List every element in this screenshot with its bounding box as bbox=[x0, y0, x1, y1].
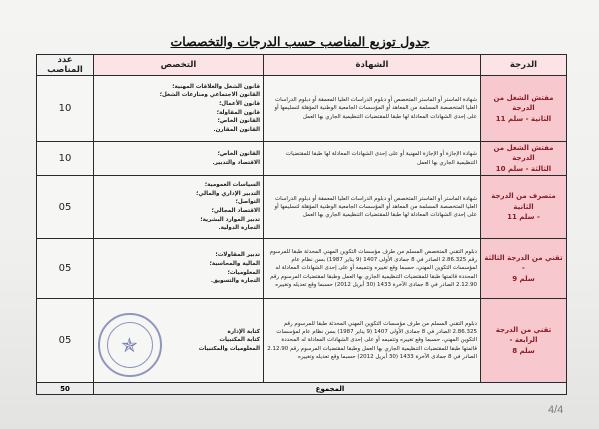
header-specialty: التخصص bbox=[94, 55, 264, 76]
specialty-item: قانون الشغل والعلاقات المهنية؛ bbox=[172, 83, 260, 90]
specialty-item: التجارة الدولية. bbox=[218, 225, 260, 232]
page-number: 4/4 bbox=[548, 404, 564, 416]
count-cell: 05 bbox=[37, 176, 94, 239]
specialty-item: تدبير الموارد البشرية؛ bbox=[200, 216, 260, 223]
certificate-cell: شهادة الإجازة أو الإجازة المهنية أو على إحدى الشهادات المعادلة لها طبقا للمقتضيات التنظيمية الجاري بها العمل bbox=[264, 142, 481, 176]
grade-line: مفتش الشغل من الدرجة bbox=[493, 143, 554, 163]
specialty-item: قانون الأعمال؛ bbox=[219, 100, 260, 107]
specialty-cell bbox=[94, 142, 264, 176]
specialty-item: الاقتصاد المجالي؛ bbox=[211, 208, 260, 214]
specialty-item: المالية والمحاسبة؛ bbox=[209, 260, 260, 267]
table-row bbox=[37, 239, 567, 299]
specialty-item: التواصل؛ bbox=[235, 199, 260, 206]
specialty-item: الاقتصاد والتدبير. bbox=[212, 159, 260, 166]
header-certificate: الشهادة bbox=[264, 55, 481, 76]
specialty-cell bbox=[94, 176, 264, 239]
grade-line: تقني من الدرجة الرابعة - bbox=[495, 325, 552, 345]
grade-line: سلم 9 bbox=[512, 274, 535, 283]
specialty-item: القانون المقارن. bbox=[213, 126, 260, 133]
grade-cell bbox=[481, 76, 567, 142]
certificate-cell: شهادة الماستر أو الماستر المتخصص أو دبلوم الدراسات العليا المعمقة أو دبلوم الدراسات العليا المتخصصة المسلمة من المعاهد أو المؤسسات الجامعية الوطنية المؤهلة لتسليمها أو على إحدى الشهادات المعادلة لها طبقا للمقتضيات التنظيمية الجاري بها العمل bbox=[264, 176, 481, 239]
grade-cell bbox=[481, 299, 567, 383]
specialty-item: السياسات العمومية؛ bbox=[204, 182, 260, 189]
grade-line: - سلم 11 bbox=[507, 213, 540, 222]
specialty-item: القانون الاجتماعي ومنازعات الشغل؛ bbox=[159, 92, 260, 99]
specialty-item: تدبير المقاولات؛ bbox=[215, 252, 260, 259]
specialty-item: المعلوميات؛ bbox=[227, 269, 260, 276]
grade-line: سلم 8 bbox=[512, 346, 535, 355]
specialty-item: كتابة المكتبيات bbox=[219, 337, 260, 344]
table-title: جدول توزيع المناصب حسب الدرجات والتخصصات bbox=[170, 34, 430, 49]
specialty-item: القانون الخاص؛ bbox=[217, 150, 260, 157]
count-cell: 10 bbox=[37, 142, 94, 176]
grade-line: مفتش الشغل من الدرجة bbox=[493, 93, 554, 113]
total-row bbox=[37, 383, 567, 395]
header-grade: الدرجة bbox=[481, 55, 567, 76]
specialty-cell bbox=[94, 239, 264, 299]
grade-line: الثانية - سلم 11 bbox=[495, 114, 552, 123]
grade-cell bbox=[481, 176, 567, 239]
star-icon: ✯ bbox=[121, 333, 138, 357]
grade-line: الثالثة - سلم 10 bbox=[495, 164, 552, 173]
grade-cell bbox=[481, 142, 567, 176]
table-header-row bbox=[37, 55, 567, 76]
grade-line: متصرف من الدرجة الثانية bbox=[491, 192, 556, 211]
count-cell: 05 bbox=[37, 299, 94, 383]
total-value: 50 bbox=[37, 383, 94, 395]
certificate-cell: دبلوم التقني المسلم من طرف مؤسسات التكوين المهني المحدثة طبقا للمرسوم رقم 2.86.325 الصادر في 8 جمادى الأولى 1407 (9 يناير 1987) بسن نظام عام لمؤسسات التكوين المهني، حسبما وقع تغييره وتتميمه أو على إحدى الشهادات المعادلة له المحددة قائمتها طبقا للمقتضيات التنظيمية الجاري بها العمل وطبقا لمقتضيات المرسوم رقم 2.12.90 الصادر في 8 جمادى الآخرة 1433 (30 أبريل 2012) حسبما وقع تعديله وتغييره bbox=[264, 299, 481, 383]
certificate-cell: شهادة الماستر أو الماستر المتخصص أو دبلوم الدراسات العليا المعمقة أو دبلوم الدراسات العليا المتخصصة المسلمة من المعاهد أو المؤسسات الجامعية الوطنية المؤهلة لتسليمها أو على إحدى الشهادات المعادلة لها طبقا للمقتضيات التنظيمية الجاري بها العمل bbox=[264, 76, 481, 142]
specialty-item: القانون الخاص؛ bbox=[217, 118, 260, 125]
count-cell: 05 bbox=[37, 239, 94, 299]
grade-line: تقني من الدرجة الثالثة - bbox=[484, 253, 563, 273]
specialty-item: كتابة الإدارة bbox=[227, 328, 260, 335]
table-row bbox=[37, 142, 567, 176]
header-count: عدد المناصب bbox=[37, 55, 94, 76]
table-row bbox=[37, 76, 567, 142]
certificate-cell: دبلوم التقني المتخصص المسلم من طرف مؤسسات التكوين المهني المحدثة طبقا للمرسوم رقم 2.86.325 الصادر في 8 جمادى الأولى 1407 (9 يناير 1987) بسن نظام عام لمؤسسات التكوين المهني، حسبما وقع تغييره وتتميمه أو على إحدى الشهادات المعادلة له المحددة قائمتها طبقا للمقتضيات التنظيمية الجاري بها العمل وطبقا لمقتضيات المرسوم رقم 2.12.90 الصادر في 8 جمادى الآخرة 1433 (30 أبريل 2012) حسبما وقع تعديله وتغييره bbox=[264, 239, 481, 299]
specialty-cell bbox=[94, 76, 264, 142]
grade-cell bbox=[481, 239, 567, 299]
specialty-item: قانون المقاولة؛ bbox=[216, 109, 260, 116]
specialty-item: التجارة والتسويق. bbox=[210, 278, 260, 285]
specialty-item: المعلوميات والمكتبيات bbox=[198, 345, 260, 352]
total-label: المجموع bbox=[94, 383, 567, 395]
official-seal bbox=[98, 313, 162, 377]
table-row bbox=[37, 176, 567, 239]
specialty-item: التدبير الإداري والمالي؛ bbox=[196, 190, 260, 197]
count-cell: 10 bbox=[37, 76, 94, 142]
